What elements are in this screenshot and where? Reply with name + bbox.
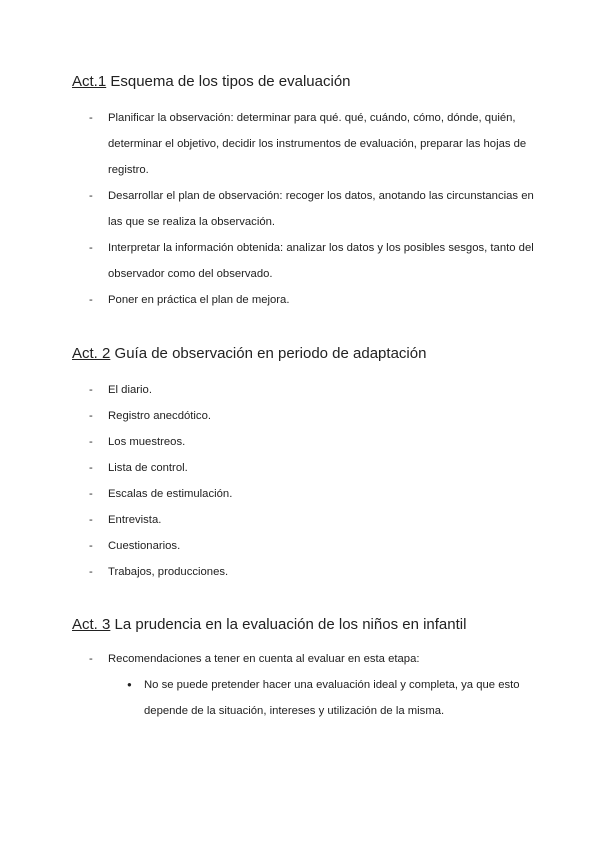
list-item: - Planificar la observación: determinar para qué. qué, cuándo, cómo, dónde, quién, determinar el objetivo, decidir los instrumentos de evaluación, preparar las hojas de registro. (72, 105, 540, 183)
act-3-list (72, 646, 540, 672)
list-item: - Poner en práctica el plan de mejora. (72, 287, 540, 313)
act-1-list (72, 105, 540, 313)
act-3-sublist (72, 672, 540, 724)
list-item: - Trabajos, producciones. (72, 559, 540, 585)
list-item: - Los muestreos. (72, 429, 540, 455)
list-item: - Registro anecdótico. (72, 403, 540, 429)
list-item: - Lista de control. (72, 455, 540, 481)
act-1-heading (72, 73, 540, 91)
act-3-heading (72, 616, 540, 634)
act-2-title: Guía de observación en periodo de adaptación (114, 345, 427, 362)
act-1-title: Esquema de los tipos de evaluación (110, 73, 351, 90)
act-1-label: Act.1 (72, 73, 107, 90)
section-act-3 (72, 616, 540, 724)
list-item: - Recomendaciones a tener en cuenta al evaluar en esta etapa: (72, 646, 540, 672)
act-2-label: Act. 2 (72, 345, 111, 362)
act-2-heading (72, 345, 540, 363)
sub-list-item: ● No se puede pretender hacer una evaluación ideal y completa, ya que esto depende de la situación, intereses y utilización de la misma. (72, 672, 540, 724)
list-item: - Cuestionarios. (72, 533, 540, 559)
list-item: - Interpretar la información obtenida: analizar los datos y los posibles sesgos, tanto del observador como del observado. (72, 235, 540, 287)
section-act-2 (72, 345, 540, 585)
act-2-list (72, 377, 540, 585)
section-act-1 (72, 73, 540, 313)
list-item: - Entrevista. (72, 507, 540, 533)
act-3-label: Act. 3 (72, 616, 111, 633)
list-item: - El diario. (72, 377, 540, 403)
list-item: - Escalas de estimulación. (72, 481, 540, 507)
list-item: - Desarrollar el plan de observación: recoger los datos, anotando las circunstancias en las que se realiza la observación. (72, 183, 540, 235)
act-3-title: La prudencia en la evaluación de los niños en infantil (114, 616, 467, 633)
